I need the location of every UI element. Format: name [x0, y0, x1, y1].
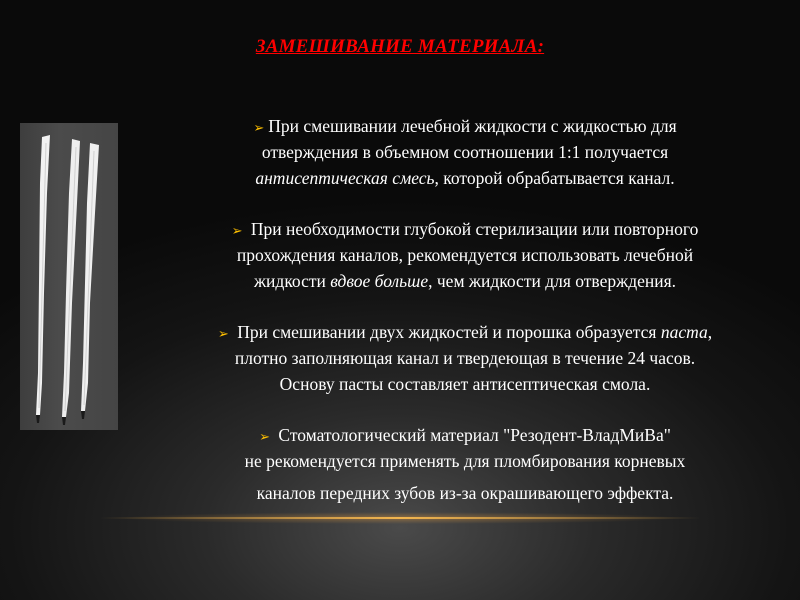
paragraph-mixing-ratio: ➢ При смешивании лечебной жидкости с жидкостью для отверждения в объемном соотношении 1:1 получается антисептическая смесь, которой обрабатывается канал.	[253, 115, 677, 188]
product-photo	[20, 123, 118, 430]
slide-body	[150, 88, 780, 506]
arrow-bullet-icon: ➢	[253, 119, 265, 135]
gutta-percha-points-image	[20, 123, 118, 430]
paragraph-material-warning: ➢ Стоматологический материал "Резодент-ВладМиВа" не рекомендуется применять для пломбирования корневых каналов передних зубов из-за окрашивающего эффекта.	[244, 424, 686, 503]
arrow-bullet-icon: ➢	[259, 428, 271, 444]
stage-highlight-line	[100, 517, 700, 519]
arrow-bullet-icon: ➢	[231, 222, 243, 238]
paragraph-deep-sterilization: ➢ При необходимости глубокой стерилизации или повторного прохождения каналов, рекомендуется использовать лечебной жидкости вдвое больше, чем жидкости для отверждения.	[231, 218, 699, 291]
paragraph-paste-formation: ➢ При смешивании двух жидкостей и порошка образуется паста, плотно заполняющая канал и твердеющая в течение 24 часов. Основу пасты составляет антисептическая смола.	[217, 321, 713, 394]
slide-title: ЗАМЕШИВАНИЕ МАТЕРИАЛА:	[255, 36, 545, 57]
arrow-bullet-icon: ➢	[217, 325, 229, 341]
